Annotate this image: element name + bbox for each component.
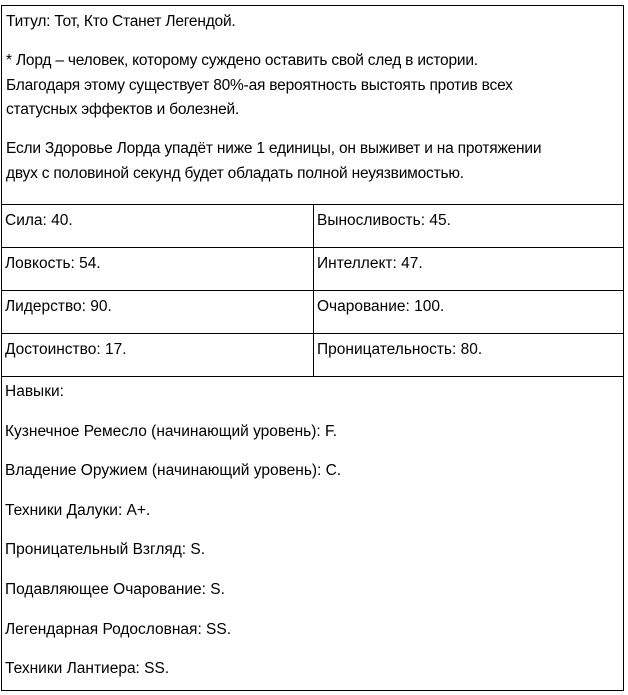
stats-row bbox=[2, 291, 623, 334]
hp-description bbox=[6, 137, 541, 186]
hp-line: Если Здоровье Лорда упадёт ниже 1 единицы, он выживет и на протяжении bbox=[6, 140, 542, 157]
skills-section bbox=[2, 376, 623, 693]
skill-item: Подавляющее Очарование: S. bbox=[5, 580, 225, 598]
lord-line: Благодаря этому существует 80%-ая вероятность выстоять против всех bbox=[6, 76, 513, 94]
title-line: Титул: Тот, Кто Станет Легендой. bbox=[6, 13, 236, 30]
skill-item: Проницательный Взгляд: S. bbox=[5, 541, 206, 559]
intro-section bbox=[2, 6, 623, 205]
lord-description bbox=[6, 49, 513, 123]
stats-row bbox=[2, 205, 623, 248]
skill-item: Кузнечное Ремесло (начинающий уровень): F. bbox=[5, 422, 338, 440]
stats-row bbox=[2, 248, 623, 291]
lord-line: * Лорд – человек, которому суждено оставить свой след в истории. bbox=[6, 52, 478, 69]
stat-dignity: Достоинство: 17. bbox=[2, 334, 314, 376]
stats-row bbox=[2, 334, 623, 377]
stats-grid bbox=[2, 205, 623, 377]
stat-charm: Очарование: 100. bbox=[317, 298, 445, 315]
stat-strength: Сила: 40. bbox=[2, 205, 314, 247]
skill-item: Техники Лантиера: SS. bbox=[5, 660, 170, 678]
skill-item: Техники Далуки: A+. bbox=[5, 501, 151, 519]
stat-insight: Проницательность: 80. bbox=[317, 341, 483, 358]
stat-endurance: Выносливость: 45. bbox=[317, 212, 451, 229]
stat-agility: Ловкость: 54. bbox=[2, 248, 314, 290]
skill-item: Легендарная Родословная: SS. bbox=[5, 620, 232, 638]
skill-item: Владение Оружием (начинающий уровень): C. bbox=[5, 462, 342, 480]
hp-line: двух с половиной секунд будет обладать полной неуязвимостью. bbox=[6, 164, 464, 182]
character-status-table bbox=[1, 5, 624, 691]
skills-header: Навыки: bbox=[5, 383, 64, 400]
stat-intellect: Интеллект: 47. bbox=[317, 255, 423, 272]
lord-line: статусных эффектов и болезней. bbox=[6, 101, 240, 118]
stat-leadership: Лидерство: 90. bbox=[2, 291, 314, 333]
